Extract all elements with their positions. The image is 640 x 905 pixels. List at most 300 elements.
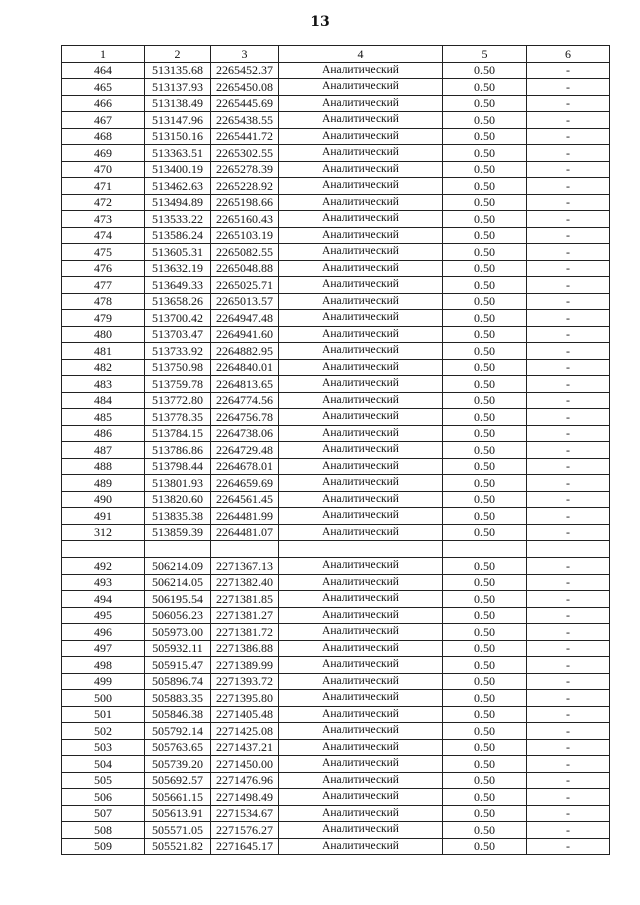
table-row <box>62 574 610 591</box>
method-cell: Аналитический <box>279 62 443 79</box>
x-coordinate-cell: 505792.14 <box>145 723 211 740</box>
point-number-cell: 508 <box>62 822 145 839</box>
note-cell: - <box>527 359 610 376</box>
method-cell: Аналитический <box>279 95 443 112</box>
note-cell: - <box>527 558 610 575</box>
x-coordinate-cell: 505613.91 <box>145 805 211 822</box>
note-cell: - <box>527 145 610 162</box>
x-coordinate-cell: 513586.24 <box>145 227 211 244</box>
note-cell: - <box>527 789 610 806</box>
table-row <box>62 723 610 740</box>
method-cell: Аналитический <box>279 591 443 608</box>
point-number-cell: 496 <box>62 624 145 641</box>
column-header-4: 4 <box>279 46 443 63</box>
accuracy-cell: 0.50 <box>443 277 527 294</box>
table-row <box>62 458 610 475</box>
table-row <box>62 326 610 343</box>
method-cell: Аналитический <box>279 772 443 789</box>
accuracy-cell: 0.50 <box>443 227 527 244</box>
method-cell: Аналитический <box>279 508 443 525</box>
point-number-cell: 493 <box>62 574 145 591</box>
point-number-cell: 494 <box>62 591 145 608</box>
y-coordinate-cell: 2271389.99 <box>211 657 279 674</box>
accuracy-cell: 0.50 <box>443 244 527 261</box>
y-coordinate-cell: 2264481.07 <box>211 524 279 541</box>
method-cell: Аналитический <box>279 194 443 211</box>
x-coordinate-cell: 505739.20 <box>145 756 211 773</box>
y-coordinate-cell: 2264840.01 <box>211 359 279 376</box>
y-coordinate-cell: 2264561.45 <box>211 491 279 508</box>
x-coordinate-cell: 513137.93 <box>145 79 211 96</box>
column-header-5: 5 <box>443 46 527 63</box>
x-coordinate-cell: 513772.80 <box>145 392 211 409</box>
x-coordinate-cell: 506214.09 <box>145 558 211 575</box>
table-row <box>62 260 610 277</box>
table-row <box>62 62 610 79</box>
accuracy-cell: 0.50 <box>443 822 527 839</box>
y-coordinate-cell: 2265013.57 <box>211 293 279 310</box>
y-coordinate-cell: 2271405.48 <box>211 706 279 723</box>
table-row <box>62 607 610 624</box>
accuracy-cell: 0.50 <box>443 326 527 343</box>
note-cell: - <box>527 442 610 459</box>
accuracy-cell: 0.50 <box>443 392 527 409</box>
table-row <box>62 838 610 855</box>
point-number-cell <box>62 541 145 558</box>
table-row <box>62 359 610 376</box>
table-row <box>62 805 610 822</box>
point-number-cell: 504 <box>62 756 145 773</box>
accuracy-cell: 0.50 <box>443 161 527 178</box>
method-cell: Аналитический <box>279 607 443 624</box>
table-row <box>62 640 610 657</box>
y-coordinate-cell <box>211 541 279 558</box>
x-coordinate-cell: 505692.57 <box>145 772 211 789</box>
point-number-cell: 481 <box>62 343 145 360</box>
method-cell: Аналитический <box>279 491 443 508</box>
table-row <box>62 194 610 211</box>
method-cell: Аналитический <box>279 392 443 409</box>
y-coordinate-cell: 2271498.49 <box>211 789 279 806</box>
note-cell: - <box>527 657 610 674</box>
method-cell: Аналитический <box>279 640 443 657</box>
y-coordinate-cell: 2265450.08 <box>211 79 279 96</box>
point-number-cell: 488 <box>62 458 145 475</box>
point-number-cell: 491 <box>62 508 145 525</box>
table-row <box>62 690 610 707</box>
accuracy-cell <box>443 541 527 558</box>
point-number-cell: 482 <box>62 359 145 376</box>
y-coordinate-cell: 2271381.85 <box>211 591 279 608</box>
table-row <box>62 508 610 525</box>
note-cell: - <box>527 574 610 591</box>
x-coordinate-cell: 513135.68 <box>145 62 211 79</box>
point-number-cell: 495 <box>62 607 145 624</box>
y-coordinate-cell: 2271386.88 <box>211 640 279 657</box>
point-number-cell: 480 <box>62 326 145 343</box>
table-row <box>62 789 610 806</box>
point-number-cell: 497 <box>62 640 145 657</box>
point-number-cell: 472 <box>62 194 145 211</box>
y-coordinate-cell: 2271425.08 <box>211 723 279 740</box>
accuracy-cell: 0.50 <box>443 574 527 591</box>
point-number-cell: 501 <box>62 706 145 723</box>
x-coordinate-cell: 505763.65 <box>145 739 211 756</box>
table-row <box>62 244 610 261</box>
y-coordinate-cell: 2264659.69 <box>211 475 279 492</box>
x-coordinate-cell: 506214.05 <box>145 574 211 591</box>
method-cell: Аналитический <box>279 211 443 228</box>
point-number-cell: 486 <box>62 425 145 442</box>
table-row <box>62 739 610 756</box>
y-coordinate-cell: 2264813.65 <box>211 376 279 393</box>
method-cell: Аналитический <box>279 789 443 806</box>
x-coordinate-cell: 513733.92 <box>145 343 211 360</box>
point-number-cell: 509 <box>62 838 145 855</box>
note-cell: - <box>527 227 610 244</box>
method-cell: Аналитический <box>279 624 443 641</box>
point-number-cell: 484 <box>62 392 145 409</box>
accuracy-cell: 0.50 <box>443 475 527 492</box>
table-row <box>62 227 610 244</box>
point-number-cell: 465 <box>62 79 145 96</box>
note-cell: - <box>527 79 610 96</box>
x-coordinate-cell: 513703.47 <box>145 326 211 343</box>
table-row <box>62 822 610 839</box>
method-cell: Аналитический <box>279 227 443 244</box>
note-cell: - <box>527 491 610 508</box>
method-cell: Аналитический <box>279 822 443 839</box>
x-coordinate-cell: 505932.11 <box>145 640 211 657</box>
point-number-cell: 473 <box>62 211 145 228</box>
y-coordinate-cell: 2265025.71 <box>211 277 279 294</box>
y-coordinate-cell: 2271645.17 <box>211 838 279 855</box>
accuracy-cell: 0.50 <box>443 260 527 277</box>
accuracy-cell: 0.50 <box>443 409 527 426</box>
y-coordinate-cell: 2265438.55 <box>211 112 279 129</box>
y-coordinate-cell: 2271437.21 <box>211 739 279 756</box>
accuracy-cell: 0.50 <box>443 789 527 806</box>
x-coordinate-cell: 513859.39 <box>145 524 211 541</box>
accuracy-cell: 0.50 <box>443 442 527 459</box>
point-number-cell: 312 <box>62 524 145 541</box>
x-coordinate-cell: 505521.82 <box>145 838 211 855</box>
x-coordinate-cell: 513750.98 <box>145 359 211 376</box>
point-number-cell: 470 <box>62 161 145 178</box>
table-row <box>62 79 610 96</box>
x-coordinate-cell: 513784.15 <box>145 425 211 442</box>
accuracy-cell: 0.50 <box>443 211 527 228</box>
note-cell: - <box>527 310 610 327</box>
accuracy-cell: 0.50 <box>443 62 527 79</box>
method-cell: Аналитический <box>279 310 443 327</box>
method-cell: Аналитический <box>279 838 443 855</box>
table-row <box>62 310 610 327</box>
method-cell: Аналитический <box>279 706 443 723</box>
point-number-cell: 464 <box>62 62 145 79</box>
point-number-cell: 485 <box>62 409 145 426</box>
x-coordinate-cell: 513649.33 <box>145 277 211 294</box>
table-row <box>62 491 610 508</box>
y-coordinate-cell: 2265160.43 <box>211 211 279 228</box>
column-header-1: 1 <box>62 46 145 63</box>
accuracy-cell: 0.50 <box>443 690 527 707</box>
note-cell: - <box>527 277 610 294</box>
table-row <box>62 591 610 608</box>
note-cell: - <box>527 690 610 707</box>
note-cell: - <box>527 640 610 657</box>
table-row <box>62 211 610 228</box>
method-cell: Аналитический <box>279 326 443 343</box>
y-coordinate-cell: 2264774.56 <box>211 392 279 409</box>
method-cell: Аналитический <box>279 293 443 310</box>
note-cell: - <box>527 673 610 690</box>
note-cell: - <box>527 524 610 541</box>
accuracy-cell: 0.50 <box>443 343 527 360</box>
method-cell: Аналитический <box>279 723 443 740</box>
x-coordinate-cell: 506056.23 <box>145 607 211 624</box>
table-row <box>62 409 610 426</box>
x-coordinate-cell <box>145 541 211 558</box>
point-number-cell: 471 <box>62 178 145 195</box>
method-cell: Аналитический <box>279 524 443 541</box>
table-row <box>62 95 610 112</box>
y-coordinate-cell: 2265103.19 <box>211 227 279 244</box>
point-number-cell: 469 <box>62 145 145 162</box>
table-row <box>62 343 610 360</box>
note-cell: - <box>527 128 610 145</box>
table-row <box>62 772 610 789</box>
x-coordinate-cell: 513400.19 <box>145 161 211 178</box>
y-coordinate-cell: 2271395.80 <box>211 690 279 707</box>
point-number-cell: 467 <box>62 112 145 129</box>
accuracy-cell: 0.50 <box>443 79 527 96</box>
note-cell: - <box>527 178 610 195</box>
note-cell: - <box>527 772 610 789</box>
method-cell: Аналитический <box>279 178 443 195</box>
note-cell: - <box>527 756 610 773</box>
accuracy-cell: 0.50 <box>443 524 527 541</box>
method-cell: Аналитический <box>279 442 443 459</box>
y-coordinate-cell: 2271476.96 <box>211 772 279 789</box>
x-coordinate-cell: 513150.16 <box>145 128 211 145</box>
method-cell: Аналитический <box>279 277 443 294</box>
accuracy-cell: 0.50 <box>443 640 527 657</box>
x-coordinate-cell: 506195.54 <box>145 591 211 608</box>
y-coordinate-cell: 2271381.27 <box>211 607 279 624</box>
method-cell: Аналитический <box>279 409 443 426</box>
accuracy-cell: 0.50 <box>443 772 527 789</box>
y-coordinate-cell: 2265198.66 <box>211 194 279 211</box>
x-coordinate-cell: 513363.51 <box>145 145 211 162</box>
y-coordinate-cell: 2271450.00 <box>211 756 279 773</box>
y-coordinate-cell: 2264481.99 <box>211 508 279 525</box>
point-number-cell: 479 <box>62 310 145 327</box>
point-number-cell: 503 <box>62 739 145 756</box>
method-cell: Аналитический <box>279 657 443 674</box>
method-cell: Аналитический <box>279 79 443 96</box>
accuracy-cell: 0.50 <box>443 624 527 641</box>
note-cell: - <box>527 425 610 442</box>
method-cell: Аналитический <box>279 260 443 277</box>
table-row <box>62 706 610 723</box>
point-number-cell: 506 <box>62 789 145 806</box>
point-number-cell: 483 <box>62 376 145 393</box>
x-coordinate-cell: 513786.86 <box>145 442 211 459</box>
y-coordinate-cell: 2265278.39 <box>211 161 279 178</box>
method-cell: Аналитический <box>279 112 443 129</box>
method-cell: Аналитический <box>279 425 443 442</box>
note-cell: - <box>527 739 610 756</box>
method-cell <box>279 541 443 558</box>
note-cell: - <box>527 392 610 409</box>
x-coordinate-cell: 505915.47 <box>145 657 211 674</box>
point-number-cell: 492 <box>62 558 145 575</box>
table-row <box>62 524 610 541</box>
x-coordinate-cell: 513138.49 <box>145 95 211 112</box>
x-coordinate-cell: 513778.35 <box>145 409 211 426</box>
note-cell: - <box>527 95 610 112</box>
point-number-cell: 505 <box>62 772 145 789</box>
x-coordinate-cell: 513494.89 <box>145 194 211 211</box>
note-cell: - <box>527 508 610 525</box>
table-row <box>62 624 610 641</box>
point-number-cell: 487 <box>62 442 145 459</box>
point-number-cell: 477 <box>62 277 145 294</box>
accuracy-cell: 0.50 <box>443 178 527 195</box>
point-number-cell: 478 <box>62 293 145 310</box>
method-cell: Аналитический <box>279 690 443 707</box>
x-coordinate-cell: 513801.93 <box>145 475 211 492</box>
note-cell: - <box>527 343 610 360</box>
note-cell: - <box>527 112 610 129</box>
note-cell: - <box>527 458 610 475</box>
x-coordinate-cell: 505883.35 <box>145 690 211 707</box>
point-number-cell: 499 <box>62 673 145 690</box>
accuracy-cell: 0.50 <box>443 591 527 608</box>
x-coordinate-cell: 513462.63 <box>145 178 211 195</box>
note-cell: - <box>527 822 610 839</box>
x-coordinate-cell: 505846.38 <box>145 706 211 723</box>
table-row <box>62 558 610 575</box>
accuracy-cell: 0.50 <box>443 458 527 475</box>
accuracy-cell: 0.50 <box>443 756 527 773</box>
accuracy-cell: 0.50 <box>443 558 527 575</box>
method-cell: Аналитический <box>279 756 443 773</box>
y-coordinate-cell: 2265441.72 <box>211 128 279 145</box>
header-row <box>62 46 610 63</box>
point-number-cell: 475 <box>62 244 145 261</box>
x-coordinate-cell: 513835.38 <box>145 508 211 525</box>
accuracy-cell: 0.50 <box>443 607 527 624</box>
point-number-cell: 490 <box>62 491 145 508</box>
note-cell: - <box>527 607 610 624</box>
method-cell: Аналитический <box>279 128 443 145</box>
method-cell: Аналитический <box>279 739 443 756</box>
accuracy-cell: 0.50 <box>443 310 527 327</box>
accuracy-cell: 0.50 <box>443 194 527 211</box>
x-coordinate-cell: 505896.74 <box>145 673 211 690</box>
note-cell: - <box>527 244 610 261</box>
note-cell: - <box>527 376 610 393</box>
x-coordinate-cell: 505973.00 <box>145 624 211 641</box>
column-header-2: 2 <box>145 46 211 63</box>
point-number-cell: 498 <box>62 657 145 674</box>
accuracy-cell: 0.50 <box>443 293 527 310</box>
accuracy-cell: 0.50 <box>443 723 527 740</box>
method-cell: Аналитический <box>279 161 443 178</box>
accuracy-cell: 0.50 <box>443 673 527 690</box>
accuracy-cell: 0.50 <box>443 706 527 723</box>
x-coordinate-cell: 513632.19 <box>145 260 211 277</box>
accuracy-cell: 0.50 <box>443 508 527 525</box>
note-cell: - <box>527 624 610 641</box>
point-number-cell: 489 <box>62 475 145 492</box>
method-cell: Аналитический <box>279 805 443 822</box>
note-cell <box>527 541 610 558</box>
column-header-3: 3 <box>211 46 279 63</box>
accuracy-cell: 0.50 <box>443 838 527 855</box>
y-coordinate-cell: 2271576.27 <box>211 822 279 839</box>
table-row <box>62 392 610 409</box>
y-coordinate-cell: 2264738.06 <box>211 425 279 442</box>
accuracy-cell: 0.50 <box>443 657 527 674</box>
point-number-cell: 500 <box>62 690 145 707</box>
accuracy-cell: 0.50 <box>443 128 527 145</box>
table-row <box>62 161 610 178</box>
note-cell: - <box>527 326 610 343</box>
point-number-cell: 466 <box>62 95 145 112</box>
method-cell: Аналитический <box>279 475 443 492</box>
note-cell: - <box>527 409 610 426</box>
y-coordinate-cell: 2265445.69 <box>211 95 279 112</box>
y-coordinate-cell: 2264678.01 <box>211 458 279 475</box>
y-coordinate-cell: 2264882.95 <box>211 343 279 360</box>
accuracy-cell: 0.50 <box>443 805 527 822</box>
table-row <box>62 673 610 690</box>
y-coordinate-cell: 2271382.40 <box>211 574 279 591</box>
accuracy-cell: 0.50 <box>443 359 527 376</box>
table-row <box>62 425 610 442</box>
point-number-cell: 507 <box>62 805 145 822</box>
table-row <box>62 657 610 674</box>
note-cell: - <box>527 260 610 277</box>
point-number-cell: 502 <box>62 723 145 740</box>
table-row <box>62 442 610 459</box>
x-coordinate-cell: 513533.22 <box>145 211 211 228</box>
y-coordinate-cell: 2265228.92 <box>211 178 279 195</box>
note-cell: - <box>527 194 610 211</box>
note-cell: - <box>527 591 610 608</box>
point-number-cell: 474 <box>62 227 145 244</box>
table-row <box>62 178 610 195</box>
x-coordinate-cell: 513820.60 <box>145 491 211 508</box>
y-coordinate-cell: 2265302.55 <box>211 145 279 162</box>
y-coordinate-cell: 2271534.67 <box>211 805 279 822</box>
x-coordinate-cell: 505661.15 <box>145 789 211 806</box>
note-cell: - <box>527 723 610 740</box>
accuracy-cell: 0.50 <box>443 739 527 756</box>
note-cell: - <box>527 293 610 310</box>
table-body <box>62 62 610 855</box>
table-row <box>62 145 610 162</box>
y-coordinate-cell: 2271393.72 <box>211 673 279 690</box>
method-cell: Аналитический <box>279 359 443 376</box>
table-row <box>62 112 610 129</box>
column-header-6: 6 <box>527 46 610 63</box>
method-cell: Аналитический <box>279 574 443 591</box>
table-row <box>62 293 610 310</box>
